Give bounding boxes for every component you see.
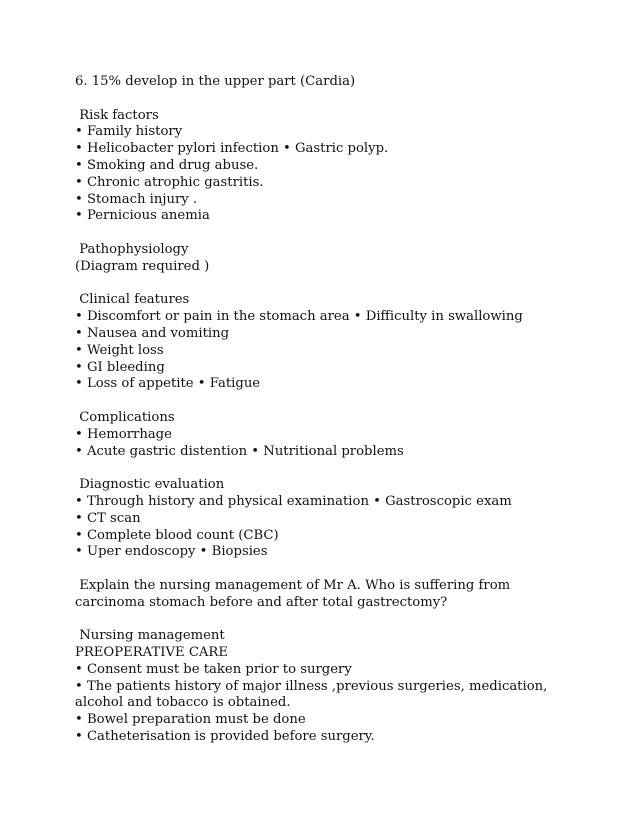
section-risk-factors bbox=[75, 108, 575, 226]
section-heading: Diagnostic evaluation bbox=[75, 477, 225, 493]
section-heading: Clinical features bbox=[75, 292, 190, 308]
section-pathophysiology bbox=[75, 242, 575, 276]
list-item: • Helicobacter pylori infection • Gastric polyp. bbox=[75, 141, 389, 157]
document-body bbox=[75, 74, 575, 746]
section-question bbox=[75, 578, 575, 612]
list-item: • Acute gastric distention • Nutritional problems bbox=[75, 443, 404, 459]
list-item: • Pernicious anemia bbox=[75, 208, 210, 224]
spacer bbox=[75, 393, 575, 410]
list-item: • CT scan bbox=[75, 510, 141, 526]
section-diagnostic-evaluation bbox=[75, 477, 575, 561]
list-item: • Chronic atrophic gastritis. bbox=[75, 174, 264, 190]
section-heading: Complications bbox=[75, 409, 175, 425]
list-item: • Through history and physical examination • Gastroscopic exam bbox=[75, 493, 512, 509]
list-item: • Consent must be taken prior to surgery bbox=[75, 661, 352, 677]
list-item: • Uper endoscopy • Biopsies bbox=[75, 544, 268, 560]
spacer bbox=[75, 91, 575, 108]
list-item: • Discomfort or pain in the stomach area • Difficulty in swallowing bbox=[75, 309, 523, 325]
list-item: • Hemorrhage bbox=[75, 426, 172, 442]
spacer bbox=[75, 276, 575, 293]
spacer bbox=[75, 612, 575, 629]
section-complications bbox=[75, 410, 575, 460]
spacer bbox=[75, 460, 575, 477]
list-item: • Stomach injury . bbox=[75, 191, 198, 207]
list-item: • Loss of appetite • Fatigue bbox=[75, 376, 261, 392]
spacer bbox=[75, 225, 575, 242]
section-nursing-management bbox=[75, 628, 575, 746]
section-heading: Nursing management bbox=[75, 628, 225, 644]
list-item: • Catheterisation is provided before surgery. bbox=[75, 729, 375, 745]
section-clinical-features bbox=[75, 292, 575, 393]
subheading: PREOPERATIVE CARE bbox=[75, 645, 228, 661]
list-item: • Complete blood count (CBC) bbox=[75, 527, 279, 543]
section-heading: Risk factors bbox=[75, 107, 159, 123]
spacer bbox=[75, 561, 575, 578]
section-heading: Pathophysiology bbox=[75, 241, 189, 257]
list-item: • Bowel preparation must be done bbox=[75, 712, 306, 728]
question-text: Explain the nursing management of Mr A. Who is suffering from carcinoma stomach before and after total gastrectomy? bbox=[75, 577, 515, 610]
list-item: • Nausea and vomiting bbox=[75, 325, 230, 341]
list-item: • GI bleeding bbox=[75, 359, 165, 375]
intro-line: 6. 15% develop in the upper part (Cardia) bbox=[75, 74, 356, 89]
list-item: (Diagram required ) bbox=[75, 258, 210, 274]
list-item: • Family history bbox=[75, 124, 183, 140]
list-item: • The patients history of major illness ,previous surgeries, medication, alcohol and tobacco is obtained. bbox=[75, 678, 552, 711]
list-item: • Smoking and drug abuse. bbox=[75, 157, 259, 173]
list-item: • Weight loss bbox=[75, 342, 164, 358]
